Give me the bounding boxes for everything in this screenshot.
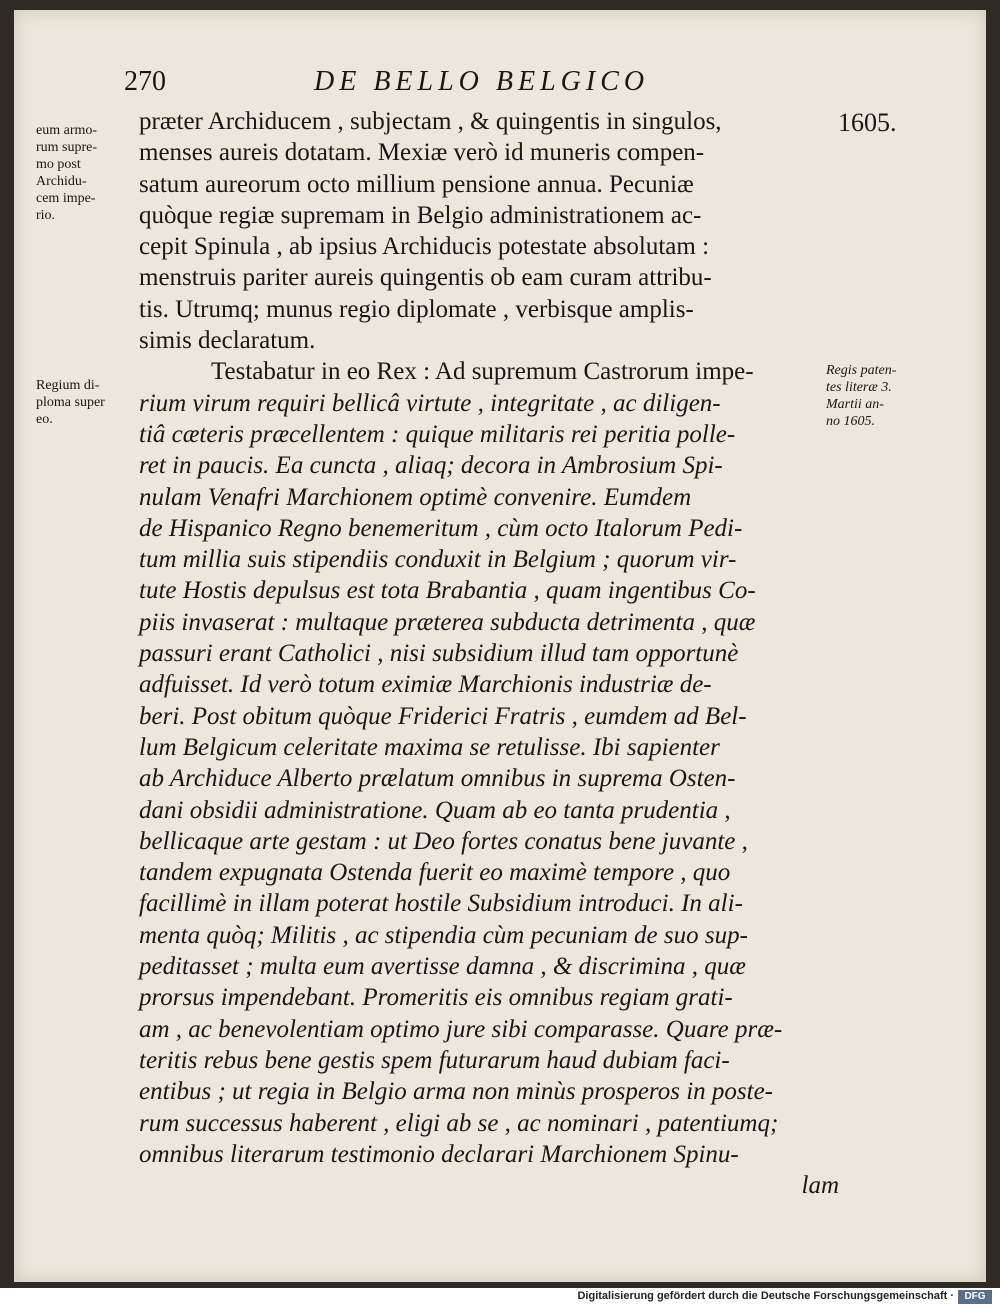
text-line: satum aureorum octo millium pensione annua. Pecuniæ	[139, 170, 694, 198]
margin-note-line: Martii an-	[826, 397, 884, 412]
text-line: beri. Post obitum quòque Friderici Fratris , eumdem ad Bel-	[139, 702, 747, 730]
text-line: tum millia suis stipendiis conduxit in Belgium ; quorum vir-	[139, 546, 737, 574]
text-line: peditasset ; multa eum avertisse damna , & discrimina , quæ	[139, 953, 746, 981]
text-line: menta quòq; Militis , ac stipendia cùm pecuniam de suo sup-	[139, 921, 748, 949]
margin-note-line: tes literæ 3.	[826, 380, 892, 395]
text-line: adfuisset. Id verò totum eximiæ Marchionis industriæ de-	[139, 671, 712, 699]
text-line: præter Archiducem , subjectam , & quingentis in singulos,	[139, 108, 722, 135]
footer-credit: Digitalisierung gefördert durch die Deutsche Forschungsgemeinschaft ·	[577, 1290, 954, 1302]
text-line: teritis rebus bene gestis spem futurarum haud dubiam faci-	[139, 1046, 730, 1074]
text-line: am , ac benevolentiam optimo jure sibi comparasse. Quare præ-	[139, 1015, 783, 1043]
text-line: ab Archiduce Alberto prælatum omnibus in suprema Osten-	[139, 765, 736, 793]
body-text	[139, 106, 839, 1201]
margin-note-line: cem impe-	[36, 191, 96, 206]
dfg-logo: DFG	[958, 1290, 992, 1304]
margin-note-line: Archidu-	[36, 174, 87, 189]
text-line: tandem expugnata Ostenda fuerit eo maximè tempore , quo	[139, 859, 731, 887]
text-line: facillimè in illam poterat hostile Subsidium introduci. In ali-	[139, 890, 743, 918]
text-line: omnibus literarum testimonio declarari Marchionem Spinu-	[139, 1140, 739, 1168]
text-line: tiâ cæteris præcellentem : quique militaris rei peritia polle-	[139, 420, 736, 448]
text-line: lum Belgicum celeritate maxima se retulisse. Ibi sapienter	[139, 733, 720, 761]
margin-note-line: eo.	[36, 412, 53, 427]
text-line: ret in paucis. Ea cuncta , aliaq; decora in Ambrosium Spi-	[139, 452, 723, 480]
text-line: quòque regiæ supremam in Belgio administrationem ac-	[139, 201, 702, 229]
margin-year: 1605.	[838, 108, 897, 137]
margin-note-line: ploma super	[36, 395, 105, 410]
text-line: dani obsidii administratione. Quam ab eo tanta prudentia ,	[139, 796, 731, 824]
margin-note-line: no 1605.	[826, 414, 875, 429]
text-line: nulam Venafri Marchionem optimè convenire. Eumdem	[139, 483, 692, 511]
text-line: bellicaque arte gestam : ut Deo fortes conatus bene juvante ,	[139, 827, 748, 855]
text-line: passuri erant Catholici , nisi subsidium illud tam opportunè	[139, 640, 739, 668]
text-line: tute Hostis depulsus est tota Brabantia , quam ingentibus Co-	[139, 577, 756, 605]
text-line: rium virum requiri bellicâ virtute , integritate , ac diligen-	[139, 389, 721, 417]
text-line: cepit Spinula , ab ipsius Archiducis potestate absolutam :	[139, 233, 710, 261]
text-line: prorsus impendebant. Promeritis eis omnibus regiam grati-	[139, 984, 733, 1012]
text-line: simis declaratum.	[139, 327, 316, 355]
text-line: tis. Utrumq; munus regio diplomate , verbisque amplis-	[139, 295, 694, 323]
margin-note-left-2	[36, 377, 136, 428]
margin-note-right-1	[826, 362, 930, 430]
running-head	[14, 66, 986, 106]
margin-note-line: Regium di-	[36, 378, 100, 393]
margin-note-line: rum supre-	[36, 140, 98, 155]
text-line: piis invaserat : multaque præterea subducta detrimenta , quæ	[139, 608, 756, 636]
margin-note-left-1	[36, 122, 136, 224]
text-line: menstruis pariter aureis quingentis ob eam curam attribu-	[139, 264, 712, 292]
text-line: Testabatur in eo Rex : Ad supremum Castrorum impe-	[211, 358, 754, 386]
margin-note-line: Regis paten-	[826, 363, 897, 378]
margin-note-line: rio.	[36, 208, 56, 223]
book-page	[14, 10, 986, 1282]
text-line: menses aureis dotatam. Mexiæ verò id muneris compen-	[139, 139, 705, 167]
margin-note-line: mo post	[36, 157, 81, 172]
footer-bar	[0, 1288, 1000, 1307]
running-title: DE BELLO BELGICO	[314, 66, 650, 97]
page-number: 270	[124, 66, 166, 97]
text-line: lam	[801, 1172, 839, 1200]
margin-note-line: eum armo-	[36, 123, 98, 138]
text-line: entibus ; ut regia in Belgio arma non minùs prosperos in poste-	[139, 1078, 773, 1106]
text-line: rum successus haberent , eligi ab se , ac nominari , patentiumq;	[139, 1109, 779, 1137]
text-line: de Hispanico Regno benemeritum , cùm octo Italorum Pedi-	[139, 514, 743, 542]
